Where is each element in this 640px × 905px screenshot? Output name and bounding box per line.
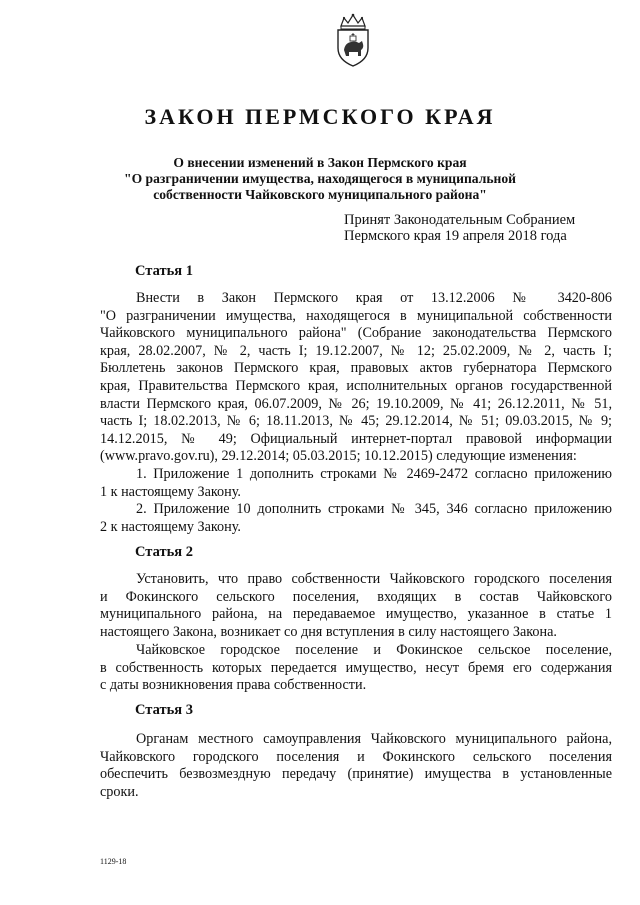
document-code: 1129-18 [100, 857, 127, 866]
article-2-heading: Статья 2 [135, 544, 193, 560]
text-line: обеспечить безвозмездную передачу (принятие) имущества в установленные [100, 766, 612, 783]
article-2-paragraph-1 [100, 571, 612, 641]
coat-of-arms-emblem [330, 12, 376, 68]
article-3-heading: Статья 3 [135, 702, 193, 718]
article-1-paragraph-3 [100, 501, 612, 536]
text-line: Установить, что право собственности Чайковского городского поселения [136, 571, 612, 587]
text-line: края, 28.02.2007, № 2, часть I; 19.12.2007, № 12; 25.02.2009, № 2, часть I; [100, 342, 612, 359]
text-line: "О разграничении имущества, находящегося в муниципальной собственности [100, 307, 612, 324]
text-line: Внести в Закон Пермского края от 13.12.2006 № 3420-806 [136, 290, 612, 306]
subtitle-line: собственности Чайковского муниципального района" [153, 187, 487, 202]
text-line: Бюллетень законов Пермского края, правовых актов губернатора Пермского [100, 360, 612, 377]
adoption-line: Принят Законодательным Собранием [344, 212, 576, 228]
article-1-paragraph-1 [100, 290, 612, 466]
law-title: ЗАКОН ПЕРМСКОГО КРАЯ [144, 104, 496, 129]
subtitle-line: "О разграничении имущества, находящегося в муниципальной [124, 171, 516, 186]
text-line: муниципального района, на передаваемое имущество, указанное в статье 1 [100, 606, 612, 623]
adoption-line: Пермского края 19 апреля 2018 года [344, 228, 567, 244]
article-1-heading: Статья 1 [135, 263, 193, 279]
text-line: 14.12.2015, № 49; Официальный интернет-портал правовой информации [100, 430, 612, 447]
text-line: в собственность которых передается имущество, несут бремя его содержания [100, 659, 612, 676]
text-line: края, Правительства Пермского края, исполнительных органов государственной [100, 377, 612, 394]
text-line: 2 к настоящему Закону. [100, 518, 241, 535]
text-line: власти Пермского края, 06.07.2009, № 26; 19.10.2009, № 41; 26.12.2011, № 51, [100, 395, 612, 412]
text-line: настоящего Закона, возникает со дня вступления в силу настоящего Закона. [100, 623, 557, 640]
subtitle-line: О внесении изменений в Закон Пермского края [173, 155, 467, 170]
text-line: с даты возникновения права собственности. [100, 677, 367, 694]
text-line: 2. Приложение 10 дополнить строками № 345, 346 согласно приложению [136, 501, 612, 517]
article-1-paragraph-2 [100, 466, 612, 501]
article-2-paragraph-2 [100, 642, 612, 695]
text-line: 1 к настоящему Закону. [100, 483, 241, 500]
text-line: Органам местного самоуправления Чайковского муниципального района, [136, 731, 612, 747]
text-line: сроки. [100, 783, 139, 800]
text-line: Чайковского муниципального района" (Собрание законодательства Пермского [100, 325, 612, 342]
text-line: Чайковское городское поселение и Фокинское сельское поселение, [136, 642, 612, 658]
text-line: (www.pravo.gov.ru), 29.12.2014; 05.03.2015; 10.12.2015) следующие изменения: [100, 448, 577, 465]
text-line: 1. Приложение 1 дополнить строками № 2469-2472 согласно приложению [136, 466, 612, 482]
text-line: и Фокинского сельского поселения, входящих в состав Чайковского [100, 588, 612, 605]
text-line: Чайковского городского поселения и Фокинского сельского поселения [100, 748, 612, 765]
article-3-paragraph-1 [100, 731, 612, 801]
text-line: часть I; 18.02.2013, № 6; 18.11.2013, № 45; 29.12.2014, № 51; 09.03.2015, № 9; [100, 413, 612, 430]
law-subtitle [100, 155, 540, 203]
adoption-note [344, 212, 575, 244]
